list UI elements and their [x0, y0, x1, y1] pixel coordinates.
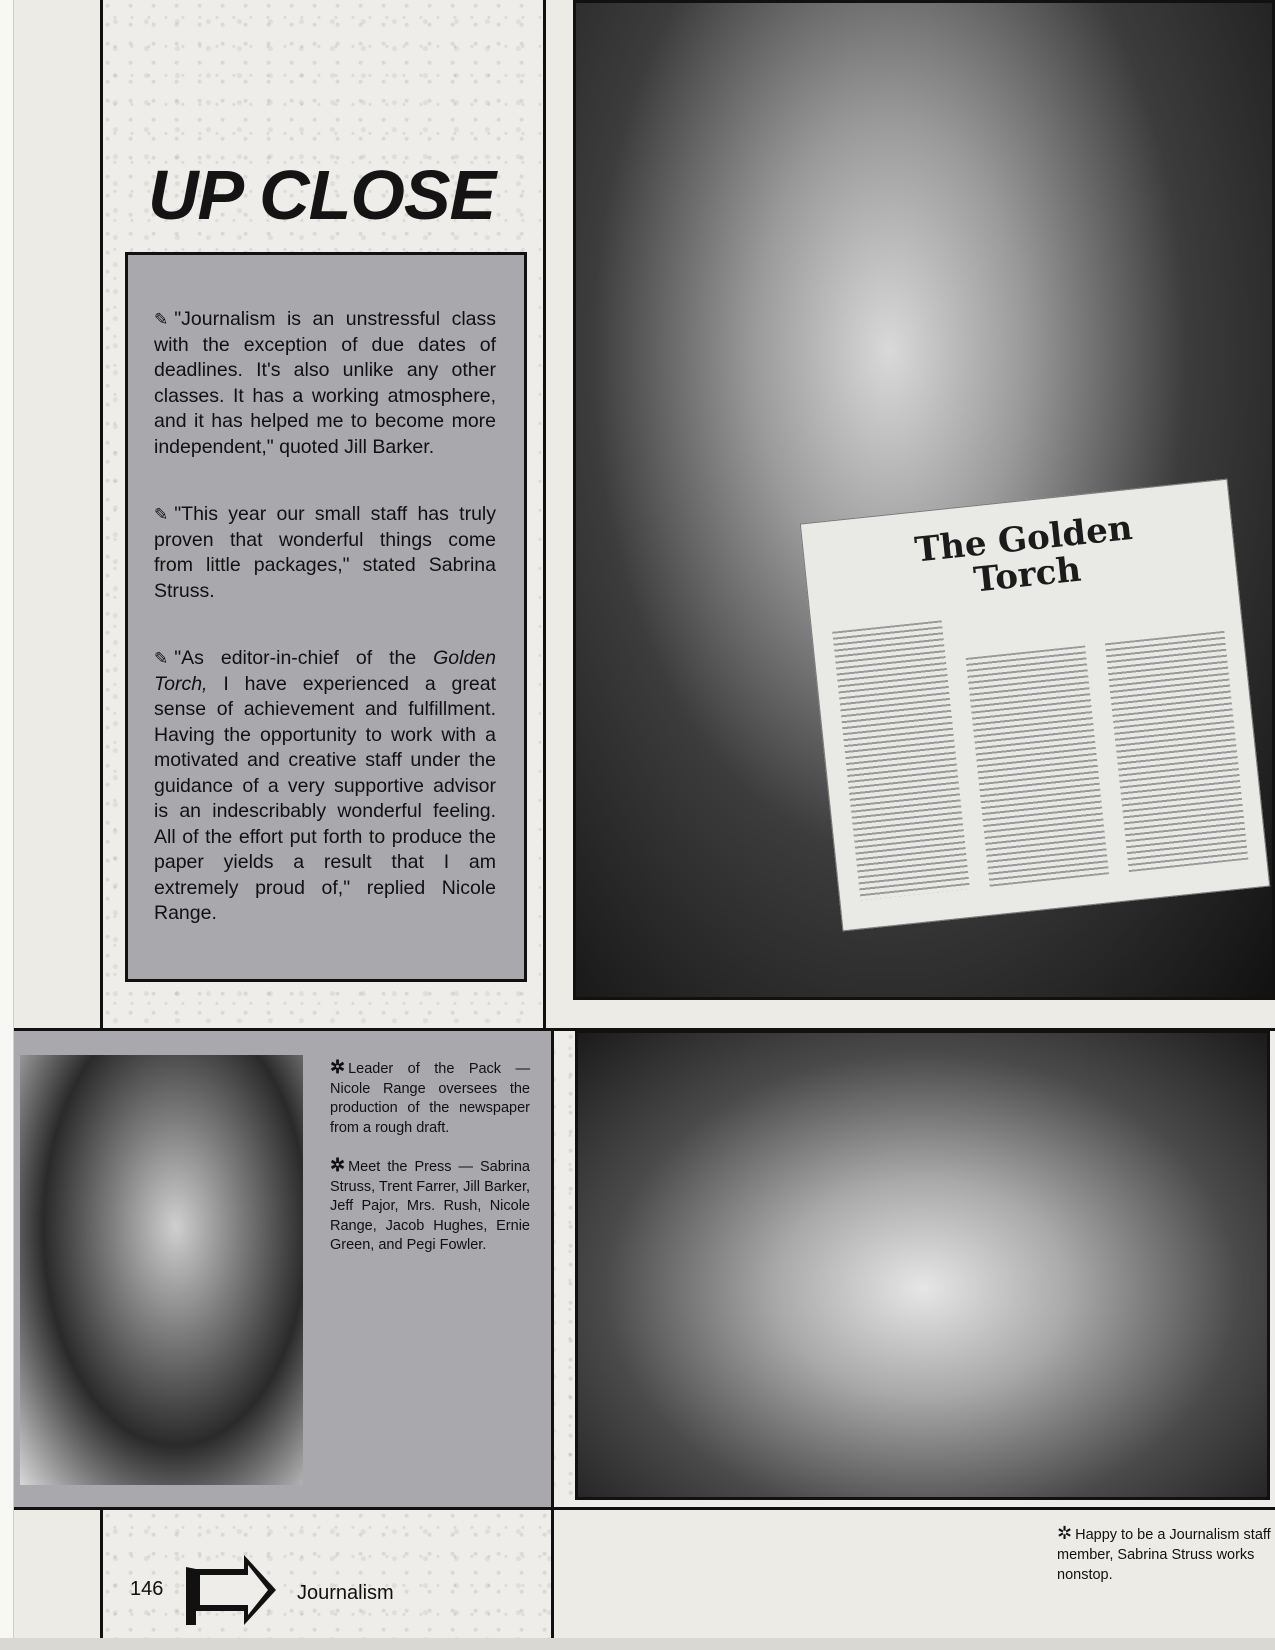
quote-3-text-after: I have experienced a great sense of achievement and fulfillment. Having the opportunity to work with a motivated and creative staff under the guidance of a very supportive advisor is an indescribably wonderful feeling. All of the effort put forth to produce the paper yields a result that I am extremely proud of," replied Nicole Range. — [154, 672, 496, 924]
section-name: Journalism — [297, 1582, 394, 1604]
quote-3-italic: Golden Torch, — [154, 647, 496, 695]
caption-1-text: Leader of the Pack — Nicole Range oversees the production of the newspaper from a rough draft. — [330, 1061, 530, 1136]
quote-2-text: "This year our small staff has truly proven that wonderful things come from little packages," stated Sabrina Struss. — [154, 503, 496, 602]
arrow-icon — [186, 1555, 276, 1625]
bottom-edge — [0, 1638, 1275, 1650]
quote-box — [125, 252, 527, 982]
footer-panel — [100, 1510, 554, 1650]
newspaper-column — [832, 620, 970, 900]
quote-2 — [154, 502, 496, 604]
newspaper-column — [966, 645, 1109, 886]
newspaper-column — [1105, 631, 1248, 872]
pencil-icon: ✎ — [154, 649, 169, 668]
caption-2 — [330, 1156, 530, 1256]
page-edge — [0, 0, 14, 1650]
photo-group-staff — [575, 1030, 1270, 1500]
quote-1 — [154, 307, 496, 460]
newspaper-title: The Golden Torch — [912, 507, 1135, 601]
caption-3 — [1057, 1523, 1275, 1585]
quote-3-text-before: "As editor-in-chief of the — [174, 647, 434, 669]
page-title: UP CLOSE — [148, 156, 496, 234]
asterisk-icon: ✲ — [330, 1057, 346, 1077]
quote-1-text: "Journalism is an unstressful class with the exception of due dates of deadlines. It's also unlike any other classes. It has a working atmosphere, and it has helped me to become more independent," quoted Jill Barker. — [154, 308, 496, 458]
pencil-icon: ✎ — [154, 310, 169, 329]
caption-1 — [330, 1058, 530, 1138]
page-number: 146 — [130, 1578, 164, 1600]
captions — [330, 1058, 530, 1274]
asterisk-icon: ✲ — [330, 1155, 346, 1175]
photo-portrait — [20, 1055, 303, 1485]
pencil-icon: ✎ — [154, 505, 169, 524]
quote-3 — [154, 646, 496, 927]
newspaper-prop — [800, 479, 1271, 932]
asterisk-icon: ✲ — [1057, 1523, 1073, 1543]
caption-3-text: Happy to be a Journalism staff member, Sabrina Struss works nonstop. — [1057, 1527, 1271, 1583]
caption-2-text: Meet the Press — Sabrina Struss, Trent Farrer, Jill Barker, Jeff Pajor, Mrs. Rush, Nicole Range, Jacob Hughes, Ernie Green, and Pegi Fowler. — [330, 1159, 530, 1253]
